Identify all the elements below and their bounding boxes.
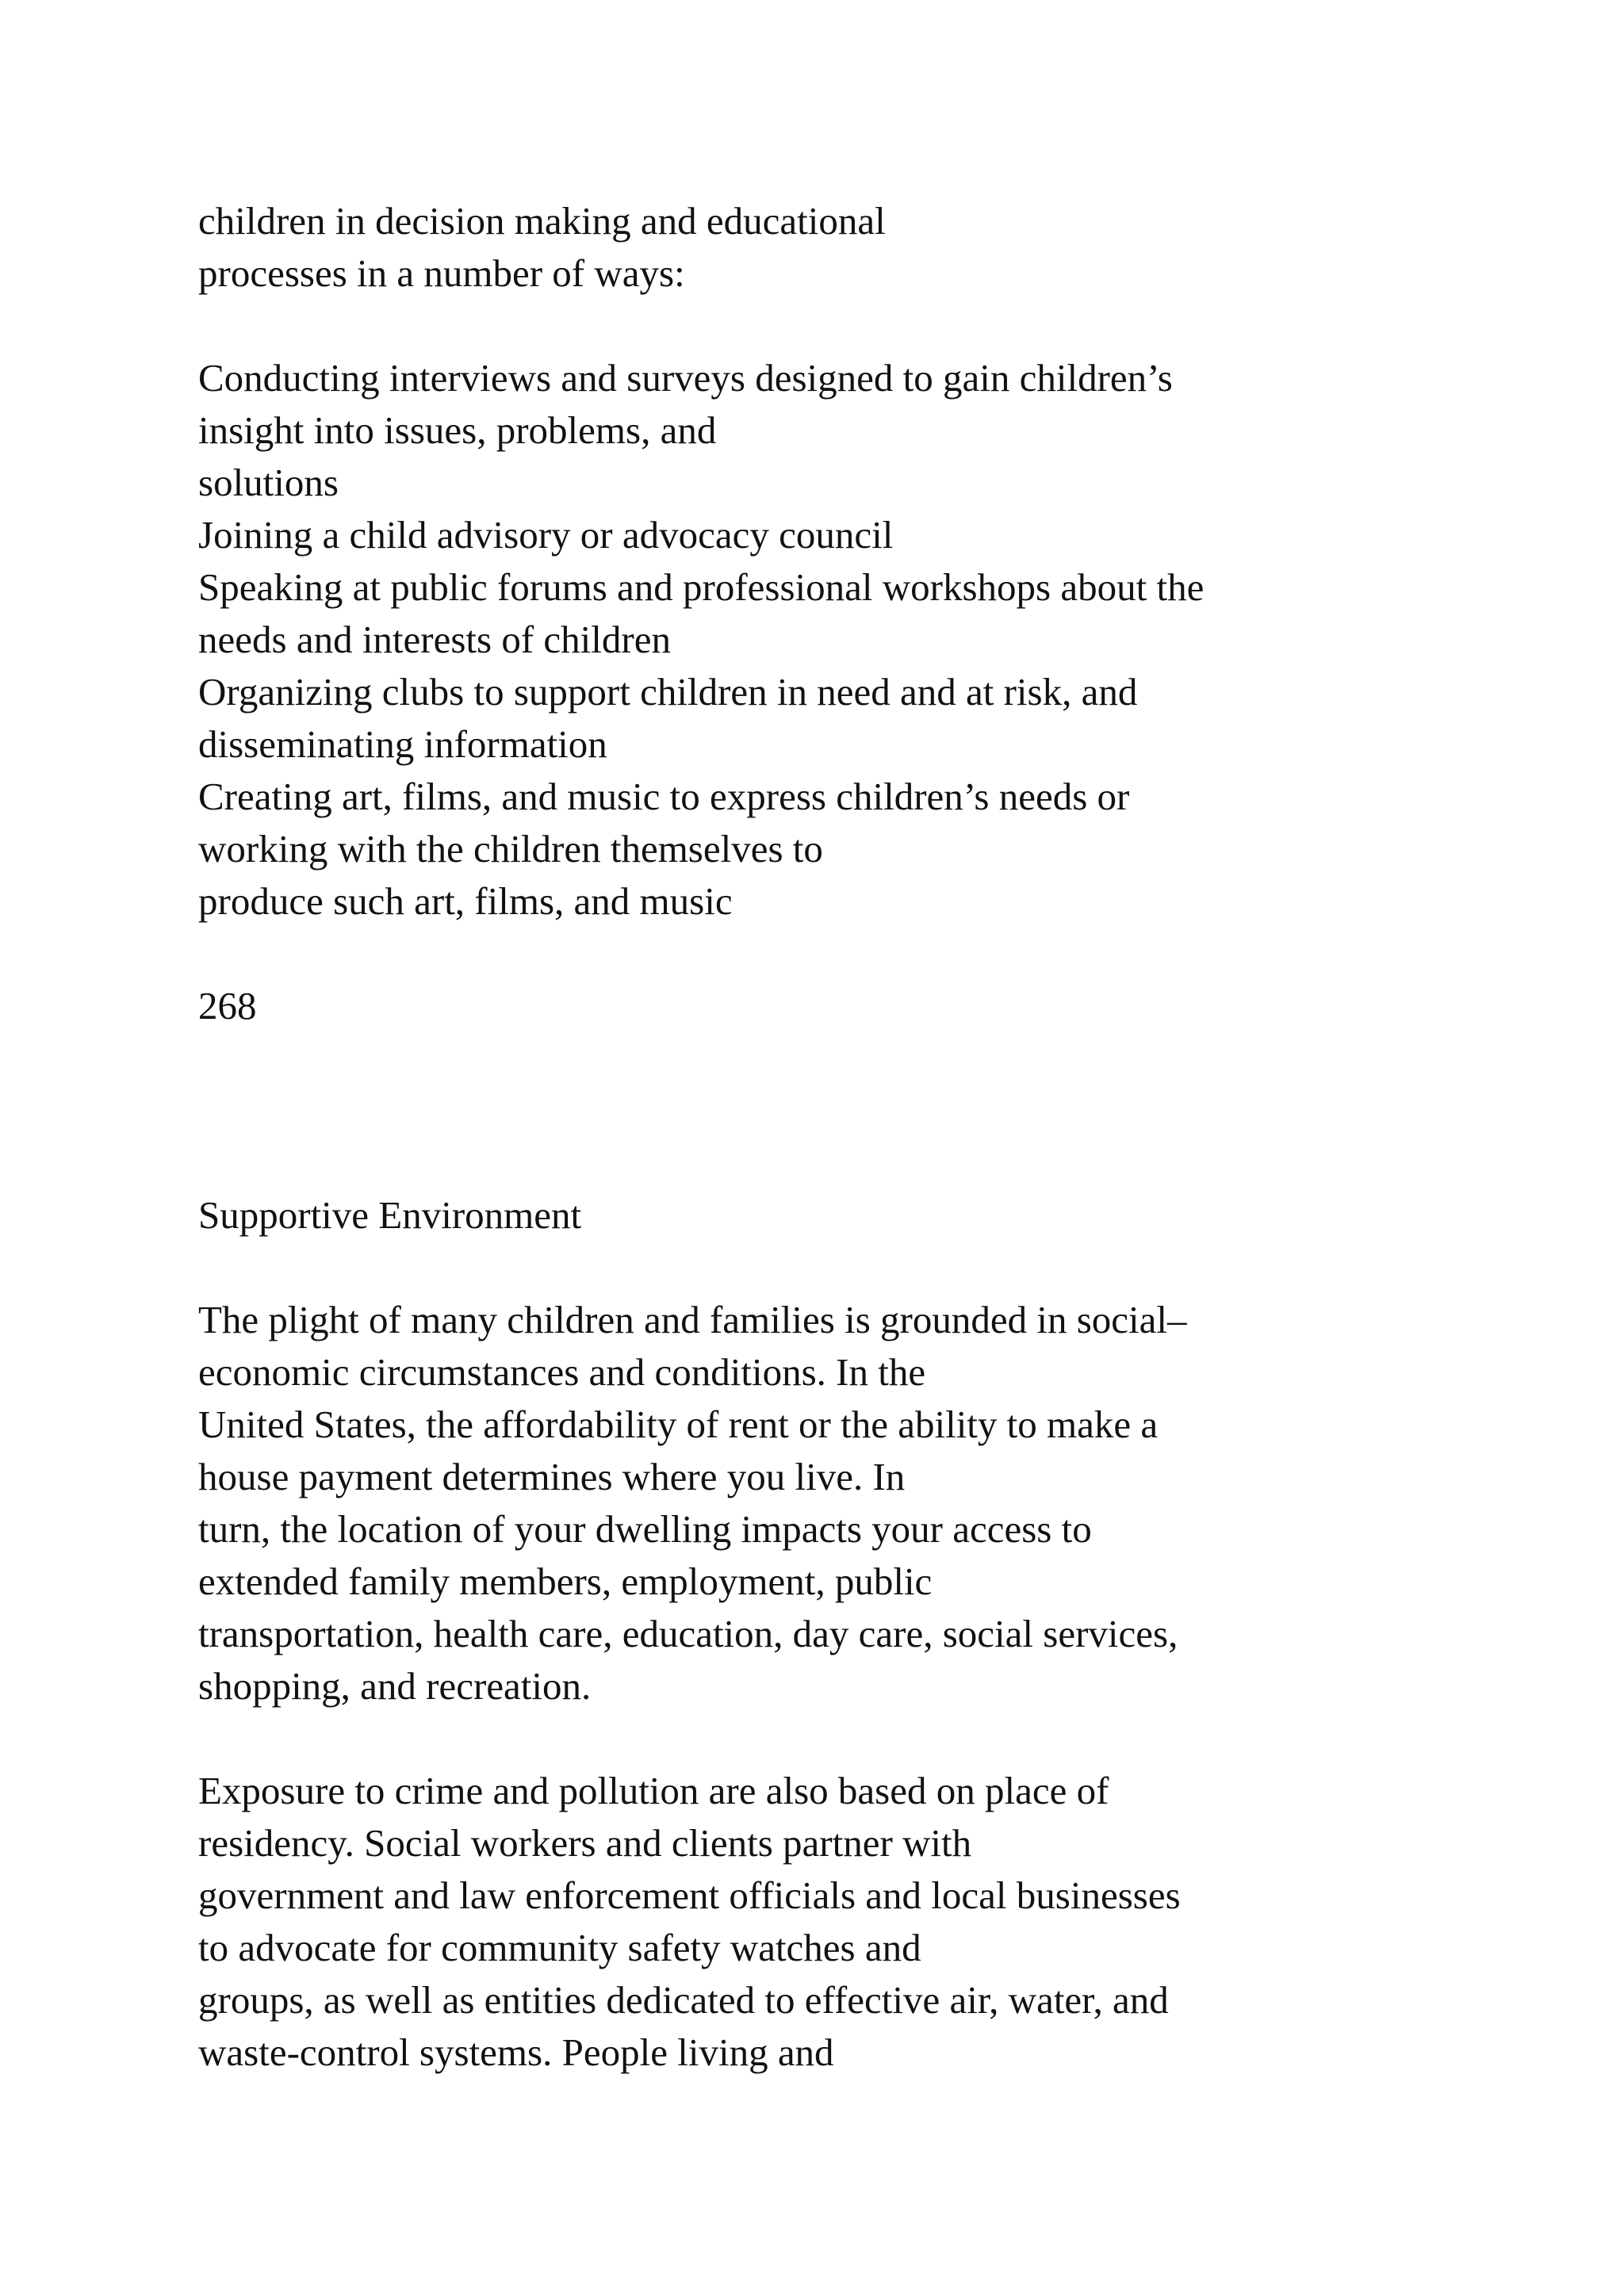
text-line: children in decision making and educational <box>198 199 886 243</box>
paragraph-line: turn, the location of your dwelling impacts your access to <box>198 1507 1092 1551</box>
list-item-continuation: insight into issues, problems, and <box>198 408 717 452</box>
paragraph-line: Exposure to crime and pollution are also based on place of <box>198 1769 1109 1812</box>
list-item-continuation: working with the children themselves to <box>198 827 823 871</box>
paragraph-line: extended family members, employment, public <box>198 1559 933 1603</box>
paragraph-line: to advocate for community safety watches and <box>198 1926 921 1969</box>
paragraph-line: residency. Social workers and clients partner with <box>198 1821 972 1865</box>
list-item: Conducting interviews and surveys designed to gain children’s <box>198 356 1173 400</box>
list-item-continuation: needs and interests of children <box>198 618 671 661</box>
paragraph-line: economic circumstances and conditions. In the <box>198 1350 926 1394</box>
list-item: Speaking at public forums and professional workshops about the <box>198 565 1205 609</box>
paragraph-line: United States, the affordability of rent or the ability to make a <box>198 1402 1159 1446</box>
paragraph-line: waste-control systems. People living and <box>198 2030 834 2074</box>
paragraph-line: government and law enforcement officials and local businesses <box>198 1873 1181 1917</box>
list-item-continuation: solutions <box>198 461 339 504</box>
text-line: processes in a number of ways: <box>198 251 685 295</box>
list-item-continuation: disseminating information <box>198 722 607 766</box>
paragraph-line: The plight of many children and families is grounded in social– <box>198 1298 1187 1341</box>
page-number: 268 <box>198 984 257 1027</box>
paragraph-line: transportation, health care, education, day care, social services, <box>198 1612 1178 1655</box>
list-item-continuation: produce such art, films, and music <box>198 879 733 923</box>
section-heading: Supportive Environment <box>198 1193 582 1237</box>
list-item: Organizing clubs to support children in need and at risk, and <box>198 670 1138 714</box>
list-item: Creating art, films, and music to express children’s needs or <box>198 775 1130 818</box>
paragraph-line: house payment determines where you live. In <box>198 1455 906 1498</box>
paragraph-line: groups, as well as entities dedicated to effective air, water, and <box>198 1978 1169 2022</box>
paragraph-line: shopping, and recreation. <box>198 1664 592 1708</box>
list-item: Joining a child advisory or advocacy council <box>198 513 894 557</box>
